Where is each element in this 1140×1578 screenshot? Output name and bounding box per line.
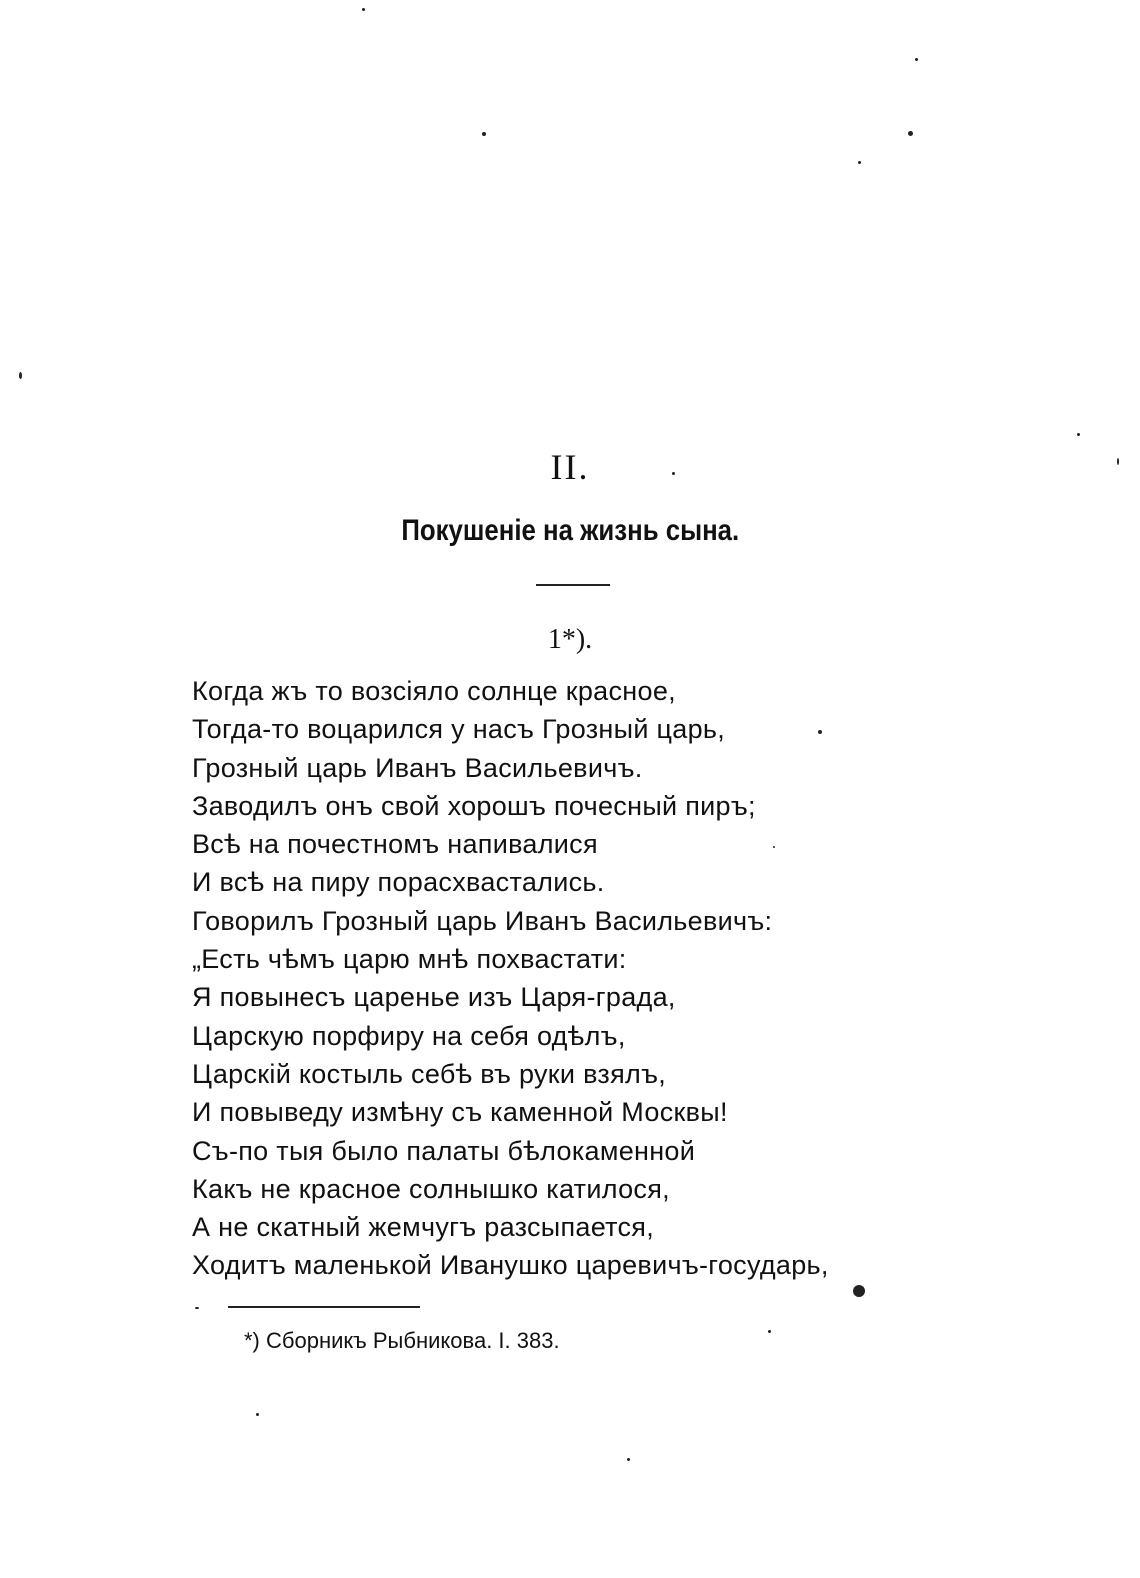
chapter-title: Покушеніе на жизнь сына. <box>401 514 740 547</box>
scan-speck <box>773 846 775 848</box>
poem-line: Всѣ на почестномъ напивалися <box>192 829 598 860</box>
poem-line: И всѣ на пиру порасхвастались. <box>192 867 605 898</box>
poem-line: Царскую порфиру на себя одѣлъ, <box>192 1020 626 1051</box>
chapter-numeral: II. <box>550 447 590 487</box>
scan-speck <box>858 161 861 164</box>
scan-speck <box>818 730 822 734</box>
section-number: 1*). <box>547 624 593 655</box>
poem-line: Заводилъ онъ свой хорошъ почесный пиръ; <box>192 790 756 821</box>
scan-speck <box>1117 458 1119 465</box>
scan-speck <box>768 1330 771 1333</box>
poem-line: Съ-по тыя было палаты бѣлокаменной <box>192 1135 696 1166</box>
scan-speck <box>915 58 918 61</box>
scan-speck <box>482 132 486 136</box>
poem-line: Царскій костыль себѣ въ руки взялъ, <box>192 1058 667 1089</box>
scan-speck <box>672 472 675 475</box>
poem-line: „Есть чѣмъ царю мнѣ похвастати: <box>192 944 627 975</box>
poem-line: Какъ не красное солнышко катилося, <box>192 1173 670 1204</box>
poem-line: И повыведу измѣну съ каменной Москвы! <box>192 1097 728 1128</box>
footnote: *) Сборникъ Рыбникова. I. 383. <box>244 1328 560 1353</box>
poem-line: Когда жъ то возсіяло солнце красное, <box>192 676 676 706</box>
scan-speck <box>853 1285 865 1297</box>
footnote-divider <box>228 1306 420 1308</box>
scan-speck <box>19 372 22 379</box>
scan-speck <box>908 131 913 136</box>
poem-line: Ходитъ маленькой Иванушко царевичъ-государь, <box>192 1250 829 1281</box>
scan-speck <box>1077 433 1080 436</box>
poem-line: Я повынесъ царенье изъ Царя-града, <box>192 982 676 1013</box>
poem-line: А не скатный жемчугъ разсыпается, <box>192 1212 655 1243</box>
poem-line: Говорилъ Грозный царь Иванъ Васильевичъ: <box>192 905 773 936</box>
poem-line: Грозный царь Иванъ Васильевичъ. <box>192 752 643 783</box>
scan-speck <box>627 1458 630 1461</box>
scan-speck <box>256 1413 259 1416</box>
title-divider <box>536 584 610 586</box>
scan-speck <box>362 8 365 11</box>
poem-text <box>192 672 892 1285</box>
poem-line: Тогда-то воцарился у насъ Грозный царь, <box>192 714 726 745</box>
scan-speck <box>195 1307 199 1309</box>
